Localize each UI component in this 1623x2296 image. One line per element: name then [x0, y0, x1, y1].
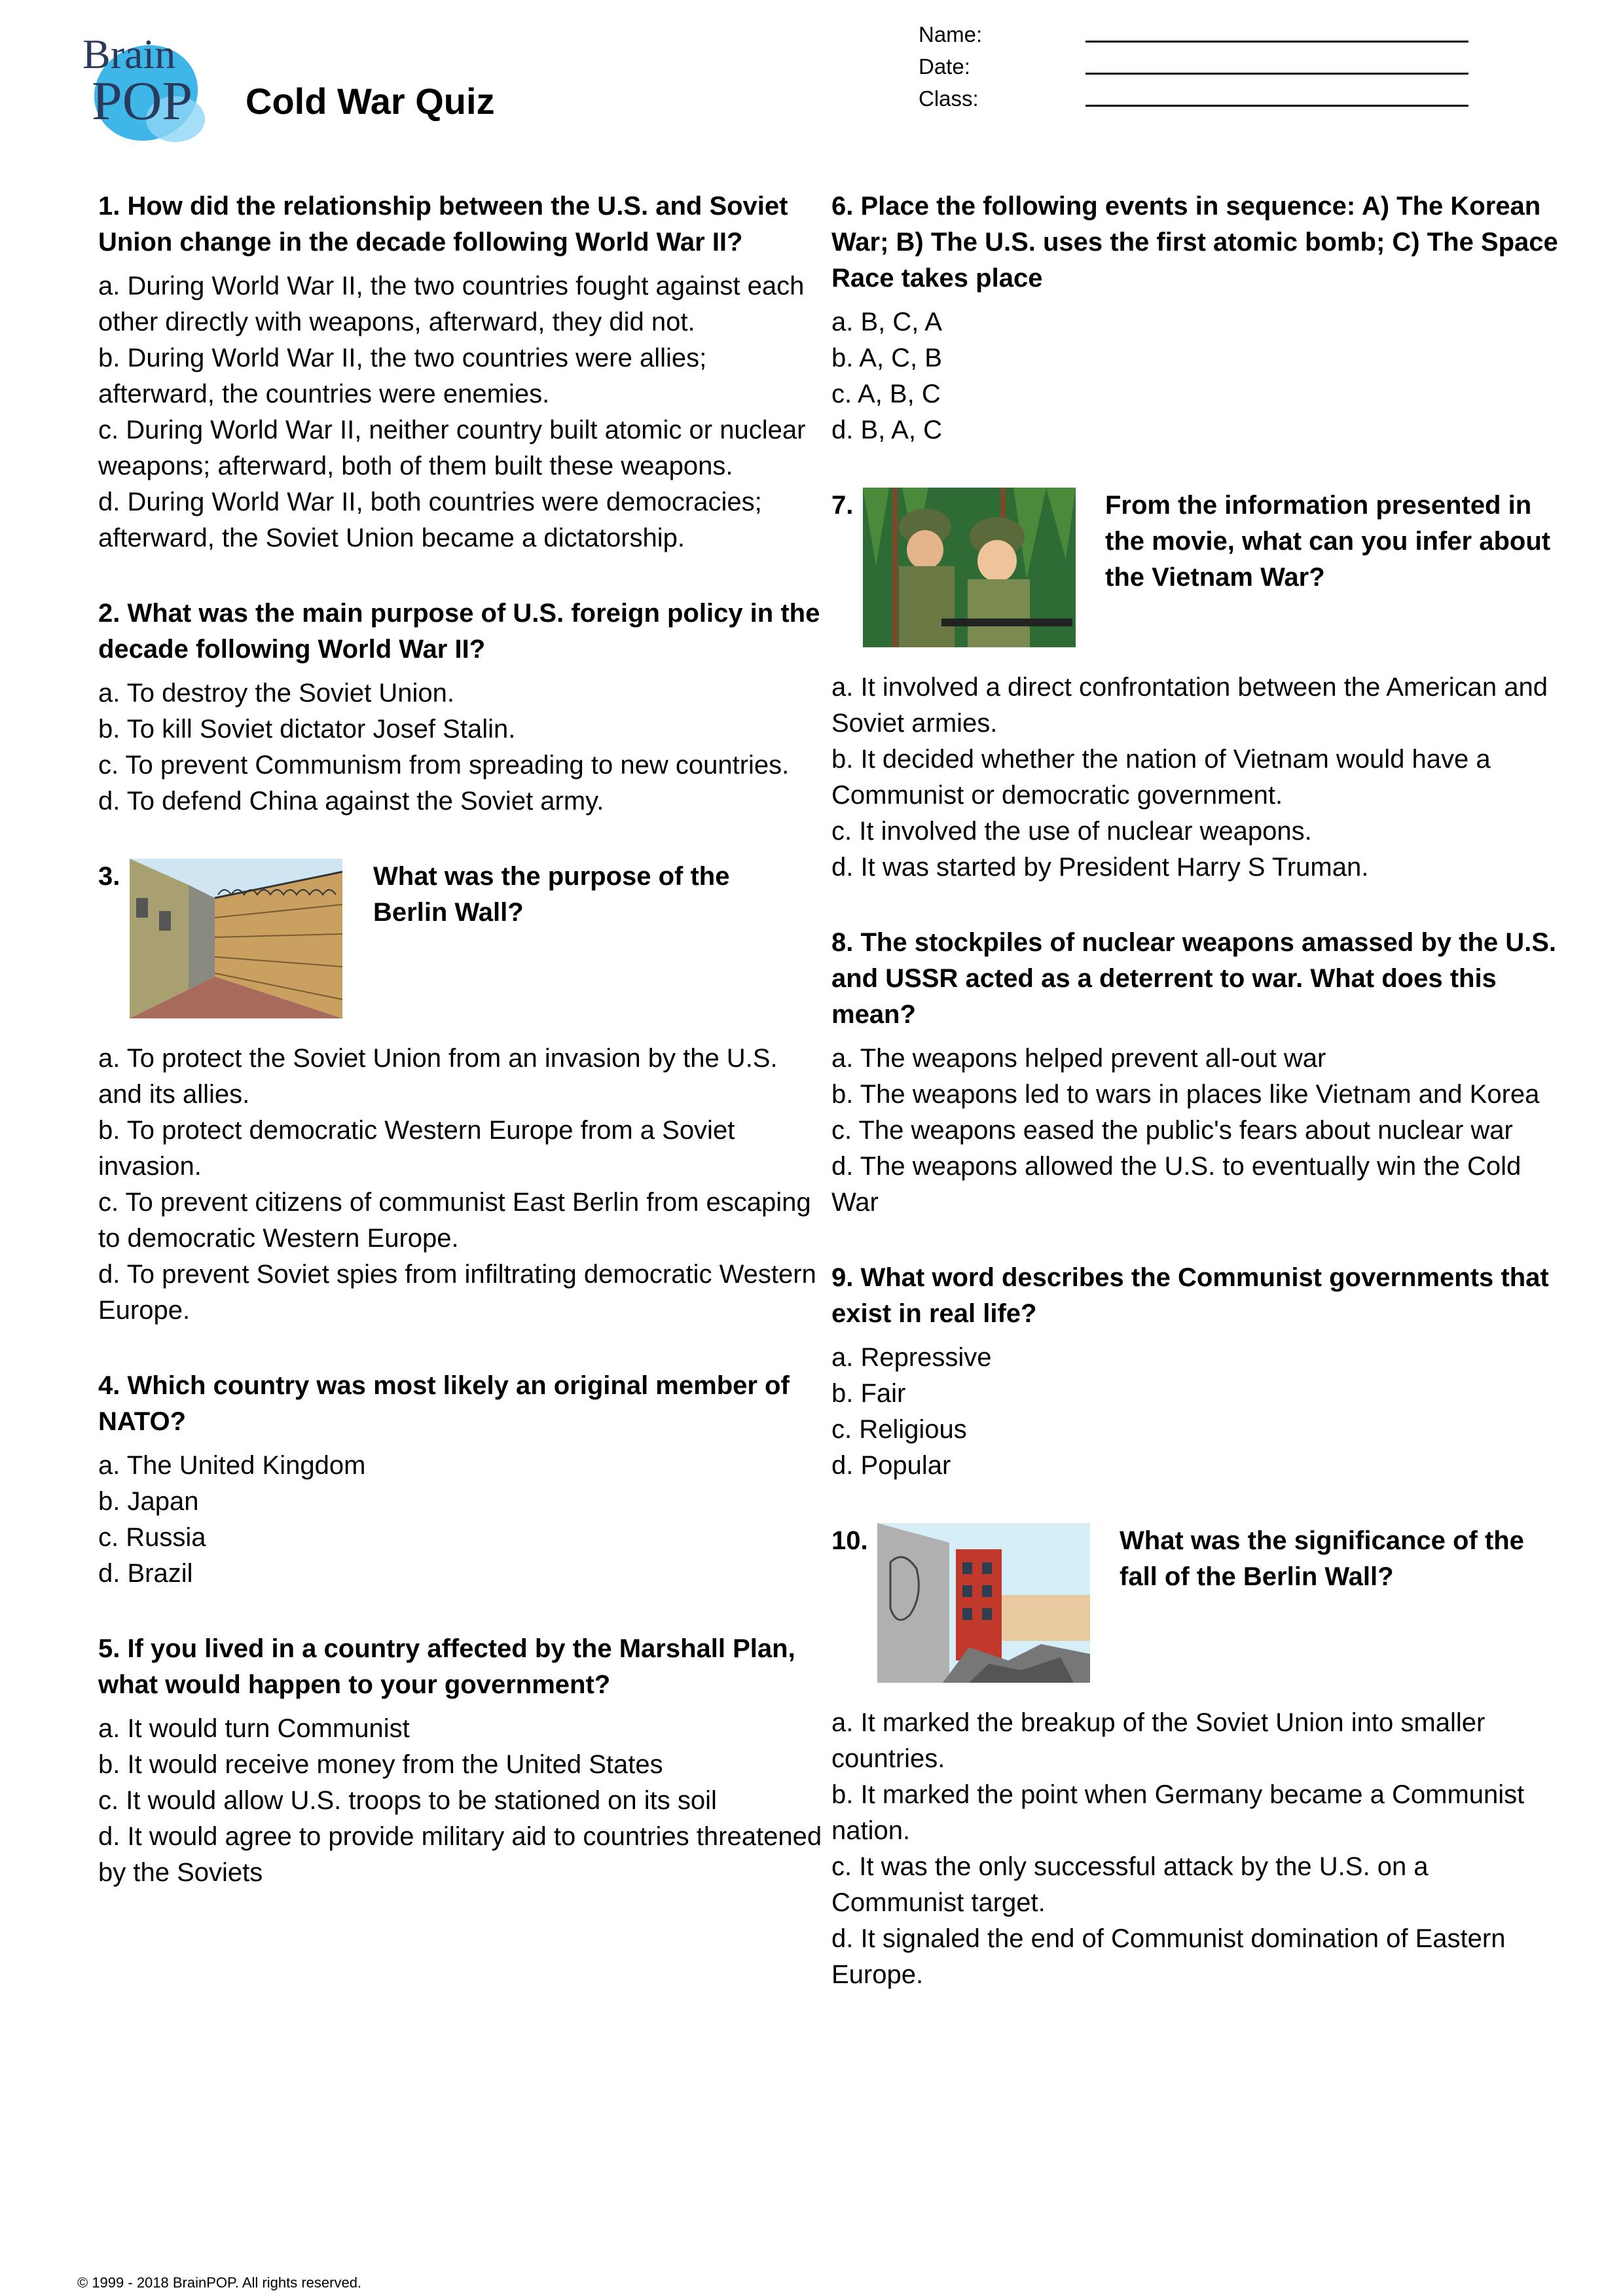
answer-option[interactable]: b. Japan: [98, 1487, 199, 1516]
answer-option[interactable]: b. The weapons led to wars in places like Vietnam and Korea: [831, 1080, 1540, 1109]
vietnam-soldiers-image: [863, 488, 1076, 647]
answer-option[interactable]: c. It would allow U.S. troops to be stationed on its soil: [98, 1786, 717, 1815]
answer-option[interactable]: b. Fair: [831, 1379, 906, 1408]
answer-option[interactable]: b. It would receive money from the United States: [98, 1750, 663, 1779]
answer-option[interactable]: a. It marked the breakup of the Soviet Union into smaller countries.: [831, 1708, 1486, 1773]
image-question-header: [831, 1523, 1558, 1687]
question-4: [98, 1368, 825, 1592]
answer-option[interactable]: c. To prevent citizens of communist East Berlin from escaping to democratic Western Europe.: [98, 1188, 811, 1253]
name-label: Name:: [919, 22, 983, 46]
answer-option[interactable]: d. To defend China against the Soviet army.: [98, 787, 604, 816]
answer-option[interactable]: d. It would agree to provide military aid to countries threatened by the Soviets: [98, 1822, 822, 1887]
answer-option[interactable]: c. To prevent Communism from spreading to new countries.: [98, 751, 790, 780]
answer-option[interactable]: b. To kill Soviet dictator Josef Stalin.: [98, 715, 516, 744]
image-question-header: [831, 488, 1558, 651]
name-field[interactable]: [1085, 41, 1468, 43]
answer-option[interactable]: b. It marked the point when Germany became a Communist nation.: [831, 1780, 1525, 1845]
berlin-wall-image: [130, 859, 342, 1018]
answer-option[interactable]: a. It would turn Communist: [98, 1714, 410, 1743]
question-1: [98, 188, 825, 556]
answer-option[interactable]: a. To protect the Soviet Union from an invasion by the U.S. and its allies.: [98, 1044, 778, 1109]
question-text: What was the significance of the fall of the Berlin Wall?: [1120, 1526, 1524, 1591]
answer-option[interactable]: c. During World War II, neither country built atomic or nuclear weapons; afterward, both of them built these weapons.: [98, 416, 806, 480]
question-text: From the information presented in the movie, what can you infer about the Vietnam War?: [1105, 491, 1551, 592]
answer-option[interactable]: c. The weapons eased the public's fears about nuclear war: [831, 1116, 1513, 1145]
answer-option[interactable]: a. B, C, A: [831, 308, 942, 336]
answer-option[interactable]: d. B, A, C: [831, 416, 942, 444]
class-label: Class:: [919, 86, 979, 111]
answer-option[interactable]: c. A, B, C: [831, 380, 941, 408]
right-column: [831, 188, 1558, 2032]
answer-option[interactable]: d. To prevent Soviet spies from infiltrating democratic Western Europe.: [98, 1260, 816, 1325]
question-text: 4. Which country was most likely an original member of NATO?: [98, 1371, 790, 1436]
class-field[interactable]: [1085, 105, 1468, 107]
answer-option[interactable]: d. It was started by President Harry S Truman.: [831, 853, 1369, 882]
question-10: [831, 1523, 1558, 1993]
answer-option[interactable]: a. The United Kingdom: [98, 1451, 366, 1480]
answer-option[interactable]: a. Repressive: [831, 1343, 992, 1372]
answer-option[interactable]: b. During World War II, the two countries were allies; afterward, the countries were enemies.: [98, 344, 707, 408]
image-question-header: [98, 859, 825, 1022]
question-7: [831, 488, 1558, 886]
answer-option[interactable]: d. The weapons allowed the U.S. to eventually win the Cold War: [831, 1152, 1522, 1217]
question-3: [98, 859, 825, 1329]
question-6: [831, 188, 1558, 448]
answer-option[interactable]: d. During World War II, both countries were democracies; afterward, the Soviet Union became a dictatorship.: [98, 488, 762, 552]
date-field[interactable]: [1085, 73, 1468, 75]
question-number: 7.: [831, 491, 854, 520]
berlin-wall-fall-image: [877, 1523, 1090, 1683]
question-text: 5. If you lived in a country affected by the Marshall Plan, what would happen to your government?: [98, 1634, 795, 1699]
question-9: [831, 1260, 1558, 1484]
answer-option[interactable]: d. Brazil: [98, 1559, 193, 1588]
question-text: What was the purpose of the Berlin Wall?: [373, 862, 730, 927]
answer-option[interactable]: c. Russia: [98, 1523, 206, 1552]
answer-option[interactable]: d. Popular: [831, 1451, 951, 1480]
question-number: 10.: [831, 1526, 868, 1555]
svg-text:POP: POP: [92, 71, 193, 132]
answer-option[interactable]: c. Religious: [831, 1415, 967, 1444]
answer-option[interactable]: a. The weapons helped prevent all-out war: [831, 1044, 1326, 1073]
question-number: 3.: [98, 862, 120, 891]
date-label: Date:: [919, 54, 970, 79]
svg-text:Brain: Brain: [82, 31, 176, 77]
left-column: [98, 188, 825, 1930]
answer-option[interactable]: b. A, C, B: [831, 344, 942, 372]
answer-option[interactable]: a. To destroy the Soviet Union.: [98, 679, 455, 708]
answer-option[interactable]: b. It decided whether the nation of Vietnam would have a Communist or democratic government.: [831, 745, 1491, 810]
answer-option[interactable]: a. It involved a direct confrontation between the American and Soviet armies.: [831, 673, 1548, 738]
answer-option[interactable]: b. To protect democratic Western Europe from a Soviet invasion.: [98, 1116, 735, 1181]
question-5: [98, 1631, 825, 1891]
answer-option[interactable]: c. It was the only successful attack by the U.S. on a Communist target.: [831, 1852, 1429, 1917]
question-text: 9. What word describes the Communist governments that exist in real life?: [831, 1263, 1549, 1328]
question-text: 6. Place the following events in sequence: A) The Korean War; B) The U.S. uses the first atomic bomb; C) The Space Race takes place: [831, 192, 1558, 293]
answer-option[interactable]: a. During World War II, the two countries fought against each other directly with weapons, afterward, they did not.: [98, 272, 805, 336]
answer-option[interactable]: c. It involved the use of nuclear weapons.: [831, 817, 1312, 846]
question-8: [831, 925, 1558, 1221]
question-2: [98, 596, 825, 819]
page-title: Cold War Quiz: [246, 81, 495, 122]
answer-option[interactable]: d. It signaled the end of Communist domination of Eastern Europe.: [831, 1924, 1506, 1989]
copyright-notice: © 1999 - 2018 BrainPOP. All rights reserved.: [77, 2274, 362, 2291]
question-text: 8. The stockpiles of nuclear weapons amassed by the U.S. and USSR acted as a deterrent to war. What does this mean?: [831, 928, 1557, 1029]
brainpop-logo: [77, 21, 208, 145]
question-text: 2. What was the main purpose of U.S. foreign policy in the decade following World War II?: [98, 599, 820, 664]
question-text: 1. How did the relationship between the U.S. and Soviet Union change in the decade following World War II?: [98, 192, 788, 257]
